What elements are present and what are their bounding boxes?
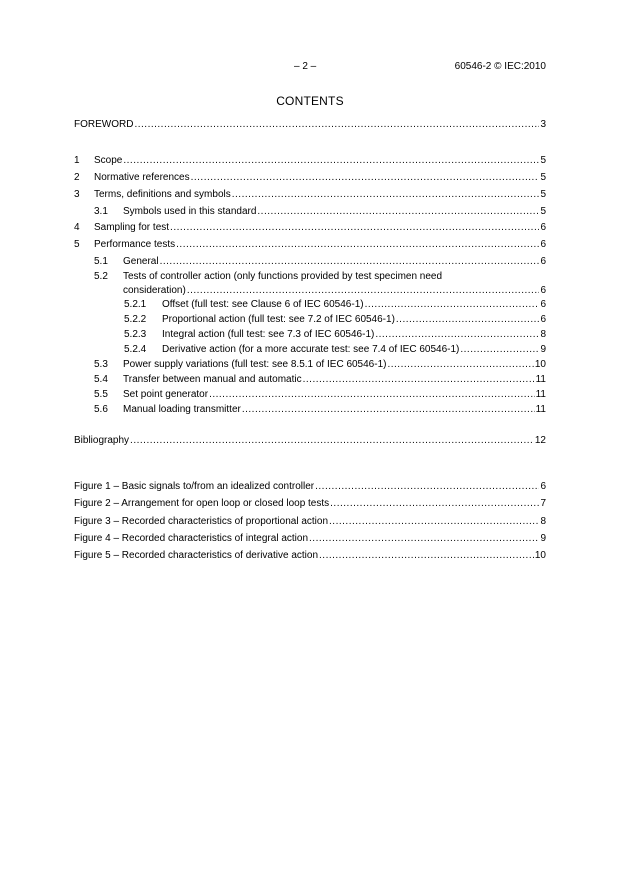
toc-entry-label: FOREWORD: [74, 119, 134, 130]
toc-entry[interactable]: [94, 205, 546, 219]
toc-entry-number: 5.4: [94, 374, 108, 385]
dot-leader: [187, 284, 540, 298]
figure-entry[interactable]: [74, 515, 546, 529]
toc-entry[interactable]: [94, 373, 546, 387]
dot-leader: [209, 388, 535, 402]
toc-entry-number: 5: [74, 239, 80, 250]
dot-leader: [315, 480, 539, 494]
toc-entry[interactable]: [124, 313, 546, 327]
toc-entry-label: Bibliography: [74, 435, 130, 446]
dot-leader: [130, 434, 534, 448]
toc-entry-label: Proportional action (full test: see 7.2 of IEC 60546-1): [162, 314, 395, 325]
toc-entry-label: Sampling for test: [94, 222, 170, 233]
toc-entry[interactable]: [124, 343, 546, 357]
figure-entry-page: 8: [540, 516, 546, 527]
figure-entry-label: Figure 1 – Basic signals to/from an idealized controller: [74, 481, 315, 492]
figure-entry[interactable]: [74, 532, 546, 546]
dot-leader: [387, 358, 533, 372]
toc-entry-page: 8: [540, 329, 546, 340]
dot-leader: [303, 373, 535, 387]
page-title: CONTENTS: [276, 94, 344, 108]
toc-entry-page: 6: [540, 314, 546, 325]
toc-entry-page: 11: [535, 404, 546, 415]
toc-entry-number: 5.1: [94, 256, 108, 267]
toc-entry[interactable]: [74, 188, 546, 202]
figure-entry[interactable]: [74, 480, 546, 494]
toc-entry[interactable]: [94, 270, 546, 298]
toc-entry-page: 11: [535, 374, 546, 385]
toc-entry-number: 5.2.3: [124, 329, 147, 340]
dot-leader: [257, 205, 539, 219]
toc-entry-label: Performance tests: [94, 239, 176, 250]
toc-entry-number: 5.5: [94, 389, 108, 400]
toc-entry-number: 3: [74, 189, 80, 200]
figure-entry[interactable]: [74, 497, 546, 511]
toc-entry-page: 3: [540, 119, 546, 130]
toc-entry-page: 9: [540, 344, 546, 355]
dot-leader: [330, 497, 539, 511]
dot-leader: [232, 188, 540, 202]
figure-entry-page: 6: [540, 481, 546, 492]
toc-entry-page: 11: [535, 389, 546, 400]
dot-leader: [134, 118, 539, 132]
figure-entry[interactable]: [74, 549, 546, 563]
toc-entry-label: Transfer between manual and automatic: [123, 374, 302, 385]
toc-entry-label: Normative references: [94, 172, 190, 183]
toc-entry-page: 5: [540, 155, 546, 166]
toc-entry[interactable]: [74, 238, 546, 252]
toc-entry[interactable]: [124, 298, 546, 312]
dot-leader: [176, 238, 539, 252]
dot-leader: [365, 298, 540, 312]
dot-leader: [396, 313, 540, 327]
toc-entry-page: 6: [540, 299, 546, 310]
figure-entry-page: 10: [534, 550, 546, 561]
toc-entry-page: 5: [540, 172, 546, 183]
figure-entry-page: 9: [540, 533, 546, 544]
dot-leader: [160, 255, 540, 269]
dot-leader: [319, 549, 534, 563]
dot-leader: [123, 154, 539, 168]
dot-leader: [309, 532, 539, 546]
toc-entry-number: 4: [74, 222, 80, 233]
dot-leader: [170, 221, 539, 235]
figure-entry-label: Figure 3 – Recorded characteristics of proportional action: [74, 516, 329, 527]
toc-entry[interactable]: [94, 403, 546, 417]
toc-entry-label: Symbols used in this standard: [123, 206, 257, 217]
toc-entry-number: 5.6: [94, 404, 108, 415]
toc-entry-page: 12: [534, 435, 546, 446]
toc-entry-label: Terms, definitions and symbols: [94, 189, 231, 200]
toc-entry-number: 5.3: [94, 359, 108, 370]
toc-entry[interactable]: [74, 221, 546, 235]
toc-entry-foreword[interactable]: [74, 118, 546, 132]
dot-leader: [242, 403, 535, 417]
toc-entry-label: Derivative action (for a more accurate test: see 7.4 of IEC 60546-1): [162, 344, 460, 355]
dot-leader: [460, 343, 539, 357]
toc-entry-bibliography[interactable]: [74, 434, 546, 448]
toc-entry-page: 6: [540, 285, 546, 296]
toc-entry[interactable]: [94, 255, 546, 269]
toc-entry-label: Power supply variations (full test: see 8.5.1 of IEC 60546-1): [123, 359, 387, 370]
dot-leader: [329, 515, 539, 529]
toc-entry-label: Tests of controller action (only functions provided by test specimen need: [123, 271, 443, 282]
toc-entry-label: Offset (full test: see Clause 6 of IEC 60546-1): [162, 299, 364, 310]
toc-entry-page: 10: [534, 359, 546, 370]
toc-entry[interactable]: [74, 154, 546, 168]
toc-entry-number: 5.2.4: [124, 344, 147, 355]
document-id-header: 60546-2 © IEC:2010: [454, 61, 546, 72]
toc-entry-label: Set point generator: [123, 389, 209, 400]
toc-entry-label: Scope: [94, 155, 123, 166]
toc-entry-number: 1: [74, 155, 80, 166]
toc-entry-number: 5.2.1: [124, 299, 147, 310]
dot-leader: [375, 328, 539, 342]
toc-entry-number: 3.1: [94, 206, 108, 217]
toc-entry-label: General: [123, 256, 159, 267]
toc-entry-page: 5: [540, 189, 546, 200]
toc-entry[interactable]: [94, 388, 546, 402]
toc-entry-number: 2: [74, 172, 80, 183]
figure-entry-page: 7: [540, 498, 546, 509]
toc-entry-label-continued: consideration): [123, 285, 186, 296]
toc-entry[interactable]: [124, 328, 546, 342]
toc-entry-number: 5.2.2: [124, 314, 147, 325]
figure-entry-label: Figure 2 – Arrangement for open loop or closed loop tests: [74, 498, 330, 509]
toc-entry-page: 6: [540, 222, 546, 233]
toc-entry-page: 5: [540, 206, 546, 217]
toc-entry-label: Manual loading transmitter: [123, 404, 241, 415]
toc-entry[interactable]: [94, 358, 546, 372]
figure-entry-label: Figure 4 – Recorded characteristics of integral action: [74, 533, 309, 544]
page-number-header: – 2 –: [294, 61, 317, 72]
dot-leader: [191, 171, 540, 185]
toc-entry-page: 6: [540, 256, 546, 267]
figure-entry-label: Figure 5 – Recorded characteristics of derivative action: [74, 550, 319, 561]
toc-entry[interactable]: [74, 171, 546, 185]
toc-entry-number: 5.2: [94, 271, 108, 282]
toc-entry-label: Integral action (full test: see 7.3 of IEC 60546-1): [162, 329, 375, 340]
toc-entry-page: 6: [540, 239, 546, 250]
